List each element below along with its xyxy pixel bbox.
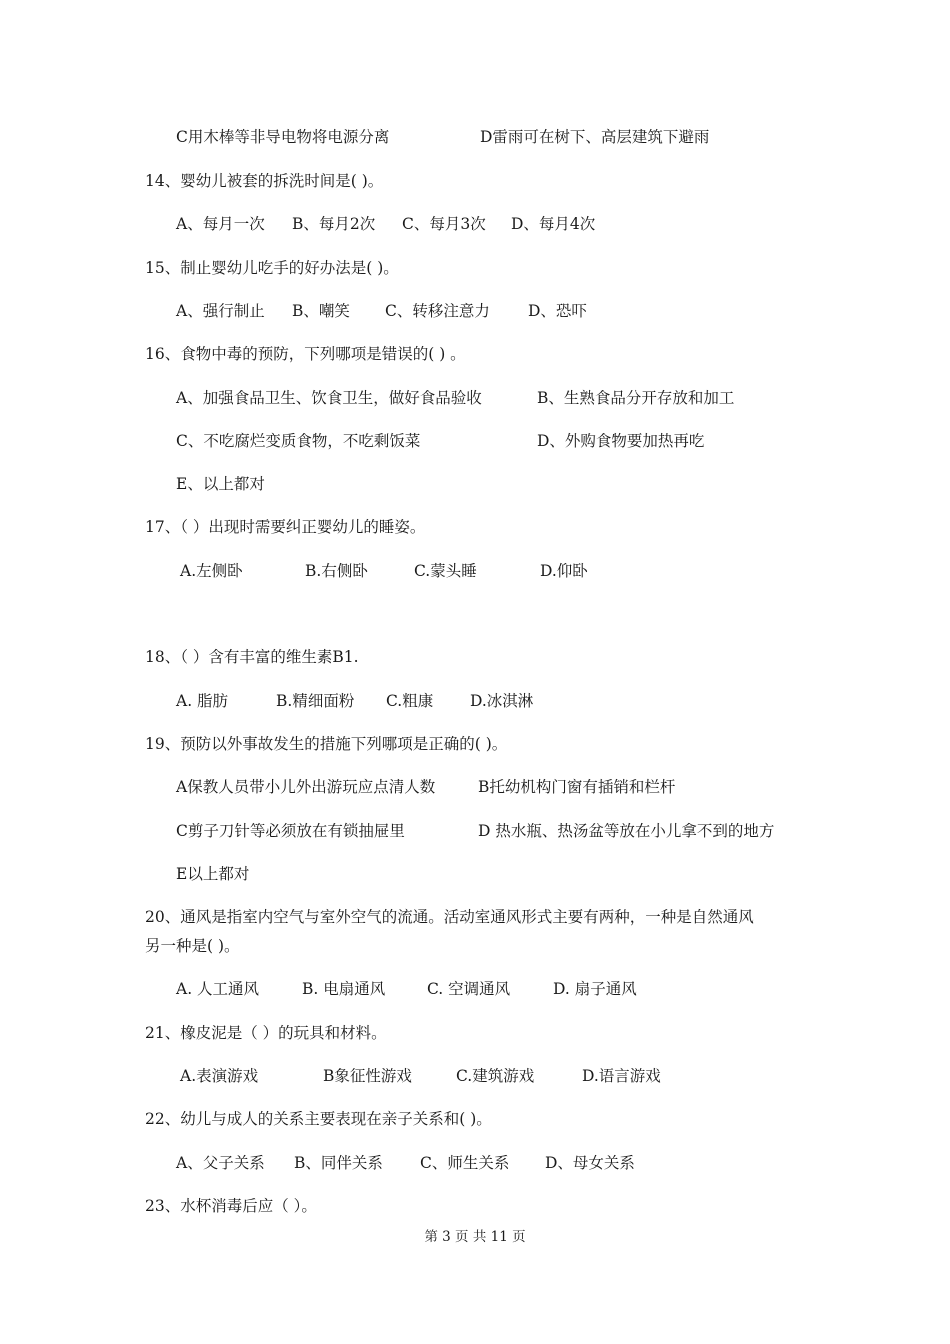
option-c: C剪子刀针等必须放在有锁抽屉里	[176, 822, 405, 840]
option-d: D.语言游戏	[582, 1067, 661, 1085]
option-a: A、每月一次	[176, 215, 265, 233]
question-17: 17、（ ）出现时需要纠正婴幼儿的睡姿。	[145, 518, 426, 536]
question-21: 21、橡皮泥是（ ）的玩具和材料。	[145, 1024, 387, 1042]
option-c: C.建筑游戏	[456, 1067, 535, 1085]
option-b: B、同伴关系	[294, 1154, 383, 1172]
option-d: D、外购食物要加热再吃	[537, 432, 705, 450]
option-d: D.冰淇淋	[470, 692, 534, 710]
option-d: D、母女关系	[545, 1154, 635, 1172]
question-23: 23、水杯消毒后应（ ）。	[145, 1197, 317, 1215]
option-c: C用木棒等非导电物将电源分离	[176, 128, 390, 146]
option-a: A. 脂肪	[176, 692, 229, 710]
question-16: 16、食物中毒的预防，下列哪项是错误的( ) 。	[145, 345, 466, 363]
option-b: B. 电扇通风	[302, 980, 386, 998]
option-e: E以上都对	[176, 865, 250, 883]
option-b: B、嘲笑	[292, 302, 350, 320]
question-15: 15、制止婴幼儿吃手的好办法是( )。	[145, 259, 399, 277]
question-20: 20、通风是指室内空气与室外空气的流通。活动室通风形式主要有两种，一种是自然通风	[145, 908, 754, 926]
option-d: D雷雨可在树下、高层建筑下避雨	[480, 128, 710, 146]
option-b: B象征性游戏	[323, 1067, 412, 1085]
page-footer: 第 3 页 共 11 页	[424, 1229, 526, 1245]
option-c: C、每月3次	[402, 215, 486, 233]
option-b: B、生熟食品分开存放和加工	[537, 389, 735, 407]
option-c: C、不吃腐烂变质食物，不吃剩饭菜	[176, 432, 421, 450]
option-d: D、每月4次	[511, 215, 596, 233]
question-20-cont: 另一种是( )。	[145, 937, 240, 955]
question-22: 22、幼儿与成人的关系主要表现在亲子关系和( )。	[145, 1110, 492, 1128]
option-b: B.右侧卧	[305, 562, 368, 580]
option-a: A.左侧卧	[180, 562, 243, 580]
option-b: B.精细面粉	[276, 692, 355, 710]
question-19: 19、预防以外事故发生的措施下列哪项是正确的( )。	[145, 735, 508, 753]
option-d: D 热水瓶、热汤盆等放在小儿拿不到的地方	[478, 822, 775, 840]
option-c: C.蒙头睡	[414, 562, 477, 580]
option-a: A.表演游戏	[180, 1067, 259, 1085]
option-c: C. 空调通风	[427, 980, 511, 998]
question-14: 14、婴幼儿被套的拆洗时间是( )。	[145, 172, 384, 190]
option-a: A、加强食品卫生、饮食卫生，做好食品验收	[176, 389, 482, 407]
option-e: E、以上都对	[176, 475, 265, 493]
option-d: D.仰卧	[540, 562, 588, 580]
option-b: B托幼机构门窗有插销和栏杆	[478, 778, 676, 796]
option-b: B、每月2次	[292, 215, 376, 233]
option-c: C、转移注意力	[385, 302, 490, 320]
option-a: A、父子关系	[176, 1154, 265, 1172]
option-a: A、强行制止	[176, 302, 265, 320]
option-c: C、师生关系	[420, 1154, 510, 1172]
option-d: D. 扇子通风	[553, 980, 637, 998]
option-a: A保教人员带小儿外出游玩应点清人数	[176, 778, 436, 796]
option-a: A. 人工通风	[176, 980, 260, 998]
question-18: 18、（ ）含有丰富的维生素B1.	[145, 648, 359, 666]
option-d: D、恐吓	[528, 302, 587, 320]
option-c: C.粗康	[386, 692, 434, 710]
